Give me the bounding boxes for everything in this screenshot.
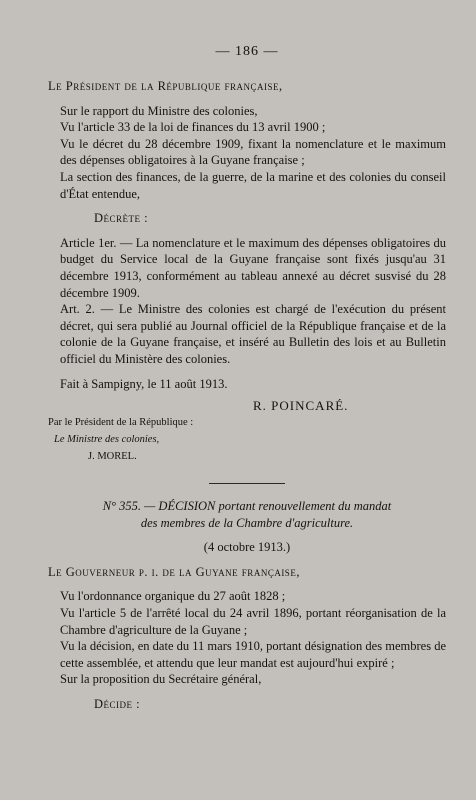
- decision-date: (4 octobre 1913.): [203, 540, 291, 555]
- decree-considerant-3: Vu le décret du 28 décembre 1909, fixant la nomenclature et le maximum des dépenses obligatoires à la Guyane française ;: [60, 136, 446, 168]
- decree-heading: Le Président de la République française,: [48, 79, 283, 93]
- section-divider: [209, 483, 285, 484]
- article-2: Art. 2. — Le Ministre des colonies est chargé de l'exécution du présent décret, qui sera publié au Journal officiel de la République française et de la colonie de la Guyane française, et inséré au Bulletin des lois et au Bulletin officiel du Ministère des colonies.: [60, 302, 446, 366]
- decree-considerant-2: Vu l'article 33 de la loi de finances du 13 avril 1900 ;: [60, 120, 326, 135]
- decrete-label: Décrète :: [94, 211, 149, 226]
- decision-considerant-3: Vu la décision, en date du 11 mars 1910, portant désignation des membres de cette assemblée, et attendu que leur mandat est aujourd'hui expiré ;: [60, 639, 446, 670]
- decision-considerant-1: Vu l'ordonnance organique du 27 août 1828 ;: [60, 589, 286, 604]
- article-1: Article 1er. — La nomenclature et le maximum des dépenses obligatoires du budget du Service local de la Guyane française sont fixés jusqu'au 31 décembre 1913, conformément au tableau annexé au décret susvisé du 28 décembre 1909.: [60, 235, 446, 300]
- decide-label: Décide :: [94, 697, 141, 712]
- decree-considerant-4: La section des finances, de la guerre, de la marine et des colonies du conseil d'État entendue,: [60, 169, 446, 201]
- decision-considerant-2: Vu l'article 5 de l'arrêté local du 24 avril 1896, portant réorganisation de la Chambre d'agriculture de la Guyane ;: [60, 606, 446, 637]
- decree-considerant-1: Sur le rapport du Ministre des colonies,: [60, 103, 258, 118]
- decision-considerant-4: Sur la proposition du Secrétaire général,: [60, 672, 262, 687]
- decision-heading: Le Gouverneur p. i. de la Guyane française,: [48, 564, 300, 579]
- page-number: — 186 —: [215, 44, 279, 59]
- decision-title-line-2: des membres de la Chambre d'agriculture.: [140, 515, 354, 530]
- countersign-line-1: Par le Président de la République :: [48, 417, 194, 429]
- countersign-line-2: Le Ministre des colonies,: [54, 434, 160, 446]
- signature: R. POINCARÉ.: [253, 398, 349, 414]
- place-date: Fait à Sampigny, le 11 août 1913.: [60, 376, 228, 391]
- decision-title-line-1: N° 355. — DÉCISION portant renouvellement du mandat: [102, 499, 392, 514]
- countersign-line-3: J. MOREL.: [88, 451, 137, 463]
